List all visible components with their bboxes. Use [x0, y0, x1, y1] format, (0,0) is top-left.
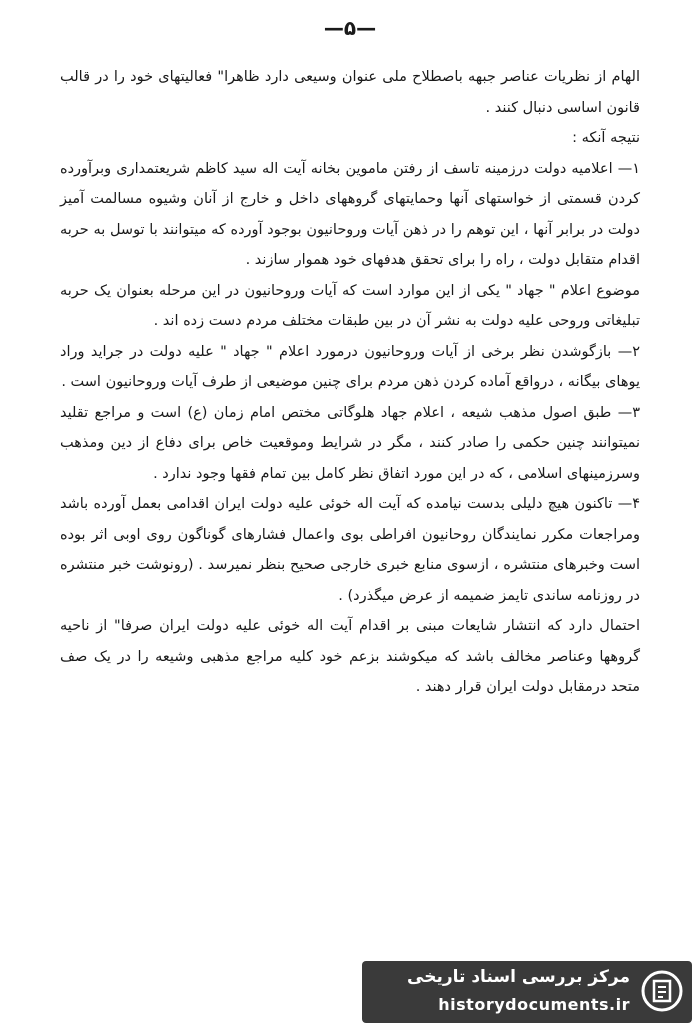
paragraph-intro: الهام از نظریات عناصر جبهه باصطلاح ملی عنوان وسیعی دارد ظاهرا" فعالیتهای خود را در قالب قانون اساسی دنبال کنند . — [60, 69, 640, 116]
page-number: —۵— — [323, 16, 377, 40]
paragraph-point-1-continued: موضوع اعلام " جهاد " یکی از این موارد است که آیات وروحانیون در این مرحله بعنوان یک حربه تبلیغاتی وروحی علیه دولت به نشر آن در بین طبقات مختلف مردم دست زده اند . — [60, 282, 640, 329]
paragraph-point-4-continued: احتمال دارد که انتشار شایعات مبنی بر اقدام آیت اله خوئی علیه دولت ایران صرفا" از ناحیه گروهها وعناصر مخالف باشد که میکوشند بزعم خود کلیه مراجع مذهبی وشیعه را در یک صف متحد درمقابل دولت ایران قرار دهند . — [60, 618, 640, 695]
paragraph-point-2: ۲— بازگوشدن نظر برخی از آیات وروحانیون درمورد اعلام " جهاد " علیه دولت در جراید وراد یوهای بیگانه ، درواقع آماده کردن ذهن مردم برای چنین موضیعی از طرف آیات وروحانیون است . — [60, 343, 640, 390]
conclusion-heading: نتیجه آنکه : — [572, 130, 640, 146]
watermark-banner[interactable] — [362, 961, 692, 1023]
document-body — [60, 62, 640, 703]
watermark-name: مرکز بررسی اسناد تاریخی — [407, 967, 630, 987]
watermark-url[interactable]: historydocuments.ir — [438, 995, 630, 1014]
paragraph-point-1: ۱— اعلامیه دولت درزمینه تاسف از رفتن ماموین بخانه آیت اله سید کاظم شریعتمداری وبرآورده کردن قسمتی از خواستهای آنها وحمایتهای گروههای داخل و خارج از آنان وشیوه مسالمت آمیز دولت در برابر آنها ، این توهم را در ذهن آیات وروحانیون بوجود آورده که میتوانند با توسل به حربه اقدام متقابل دولت ، راه را برای تحقق هدفهای خود هموار سازند . — [60, 160, 640, 268]
paragraph-point-4: ۴— تاکنون هیچ دلیلی بدست نیامده که آیت اله خوئی علیه دولت ایران اقدامی بعمل آورده باشد ومراجعات مکرر نمایندگان روحانیون افراطی بوی واعمال فشارهای گوناگون روی اوبی اثر بوده است وخبرهای منتشره ، ازسوی منابع خبری خارجی صحیح بنظر نمیرسد . (رونوشت خبر منتشره در روزنامه ساندی تایمز ضمیمه از عرض میگذرد) . — [60, 496, 640, 604]
archive-logo-icon — [640, 969, 684, 1013]
paragraph-point-3: ۳— طبق اصول مذهب شیعه ، اعلام جهاد هلوگاتی مختص امام زمان (ع) است و مراجع تقلید نمیتوانند چنین حکمی را صادر کنند ، مگر در شرایط وموقعیت خاص برای دفاع از دین ومذهب وسرزمینهای اسلامی ، که در این مورد اتفاق نظر کامل بین تمام فقها وجود ندارد . — [60, 404, 640, 482]
